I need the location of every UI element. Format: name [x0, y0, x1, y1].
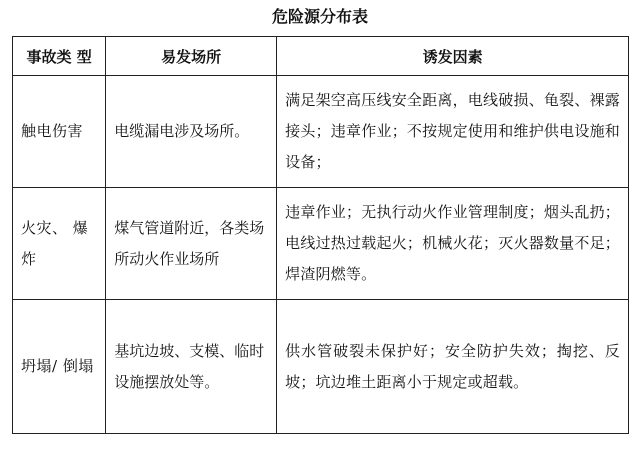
table-header-row	[13, 37, 629, 76]
header-inducing-factors: 诱发因素	[277, 37, 629, 76]
table-row	[13, 300, 629, 434]
accident-type-cell: 触电伤害	[13, 76, 106, 188]
hazard-distribution-table	[12, 36, 629, 434]
table-title: 危险源分布表	[271, 7, 368, 26]
header-accident-type: 事故类 型	[13, 37, 106, 76]
table-row	[13, 76, 629, 188]
prone-place-cell: 基坑边坡、支模、临时设施摆放处等。	[106, 300, 277, 434]
inducing-factors-cell: 满足架空高压线安全距离，电线破损、龟裂、裸露接头；违章作业；不按规定使用和维护供电设施和设备；	[277, 76, 629, 188]
inducing-factors-cell: 违章作业；无执行动火作业管理制度；烟头乱扔；电线过热过载起火；机械火花；灭火器数量不足；焊渣阴燃等。	[277, 188, 629, 300]
prone-place-cell: 电缆漏电涉及场所。	[106, 76, 277, 188]
table-row	[13, 188, 629, 300]
header-prone-place: 易发场所	[106, 37, 277, 76]
accident-type-cell: 坍塌/ 倒塌	[13, 300, 106, 434]
accident-type-cell: 火灾、 爆炸	[13, 188, 106, 300]
prone-place-cell: 煤气管道附近，各类场所动火作业场所	[106, 188, 277, 300]
inducing-factors-cell: 供水管破裂未保护好；安全防护失效；掏挖、反坡；坑边堆土距离小于规定或超载。	[277, 300, 629, 434]
